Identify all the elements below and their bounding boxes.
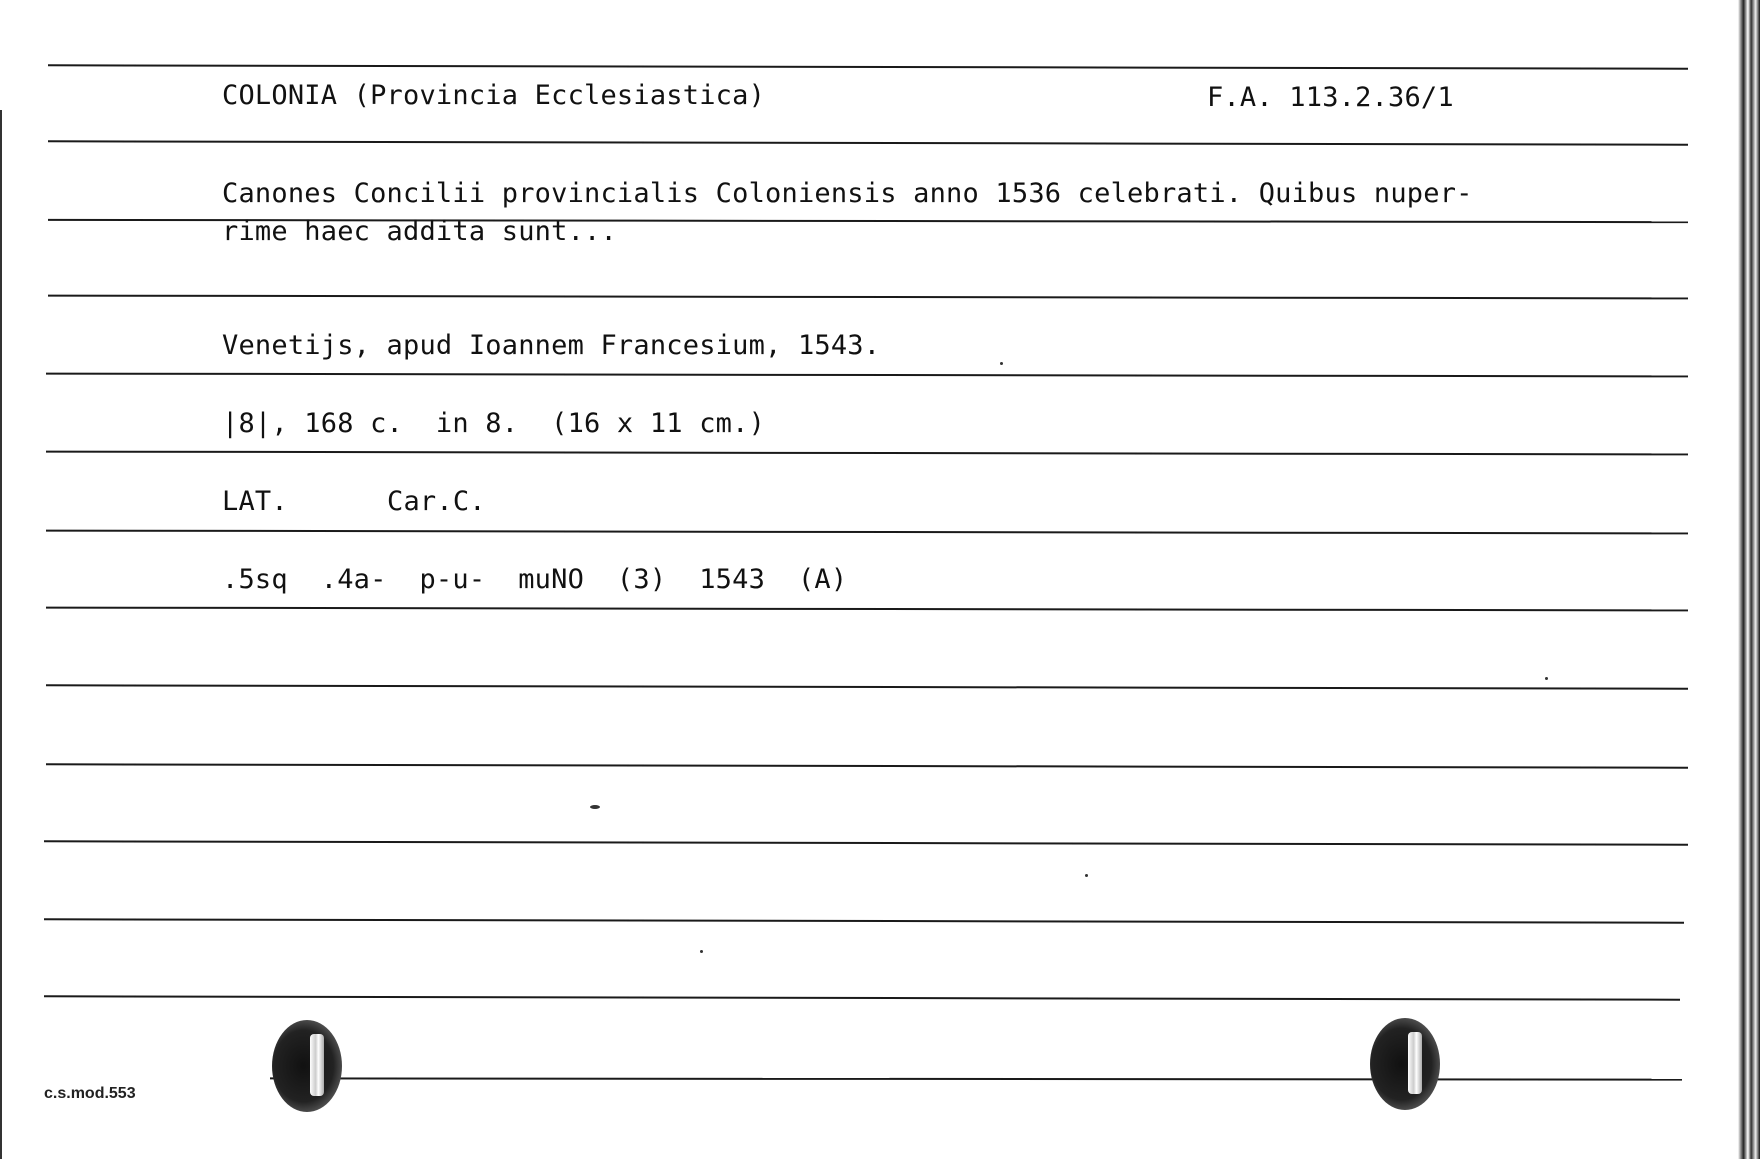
ruled-line bbox=[48, 295, 1688, 300]
ruled-line bbox=[270, 1077, 1682, 1080]
shelfmark: F.A. 113.2.36/1 bbox=[1207, 82, 1454, 113]
language: LAT. bbox=[222, 486, 288, 517]
ruled-line bbox=[46, 530, 1688, 535]
ruled-line bbox=[48, 140, 1688, 145]
ruled-line bbox=[44, 840, 1688, 845]
speck bbox=[1085, 874, 1088, 877]
ruled-line bbox=[46, 451, 1688, 456]
title-line-1: Canones Concilii provincialis Coloniensis anno 1536 celebrati. Quibus nuper- bbox=[222, 178, 1473, 209]
ruled-line bbox=[44, 995, 1680, 1000]
left-border bbox=[0, 110, 2, 1159]
speck bbox=[700, 950, 703, 953]
card-heading: COLONIA (Provincia Ecclesiastica) bbox=[222, 80, 766, 111]
ruled-line bbox=[46, 684, 1688, 689]
fingerprint: .5sq .4a- p-u- muNO (3) 1543 (A) bbox=[222, 564, 848, 595]
speck bbox=[590, 805, 600, 809]
ruled-line bbox=[46, 763, 1688, 768]
collation: |8|, 168 c. in 8. (16 x 11 cm.) bbox=[222, 408, 766, 439]
ruled-line bbox=[46, 373, 1688, 378]
ruled-line bbox=[46, 607, 1688, 612]
notes: Car.C. bbox=[387, 486, 486, 517]
ruled-line bbox=[44, 918, 1684, 923]
form-code: c.s.mod.553 bbox=[44, 1085, 136, 1102]
card-edge bbox=[1738, 0, 1760, 1159]
punch-hole-left bbox=[272, 1020, 342, 1112]
title-line-2: rime haec addita sunt... bbox=[222, 216, 617, 247]
speck bbox=[1545, 677, 1548, 680]
ruled-line bbox=[48, 64, 1688, 69]
imprint: Venetijs, apud Ioannem Francesium, 1543. bbox=[222, 330, 881, 361]
speck bbox=[1000, 362, 1003, 365]
punch-hole-right bbox=[1370, 1018, 1440, 1110]
